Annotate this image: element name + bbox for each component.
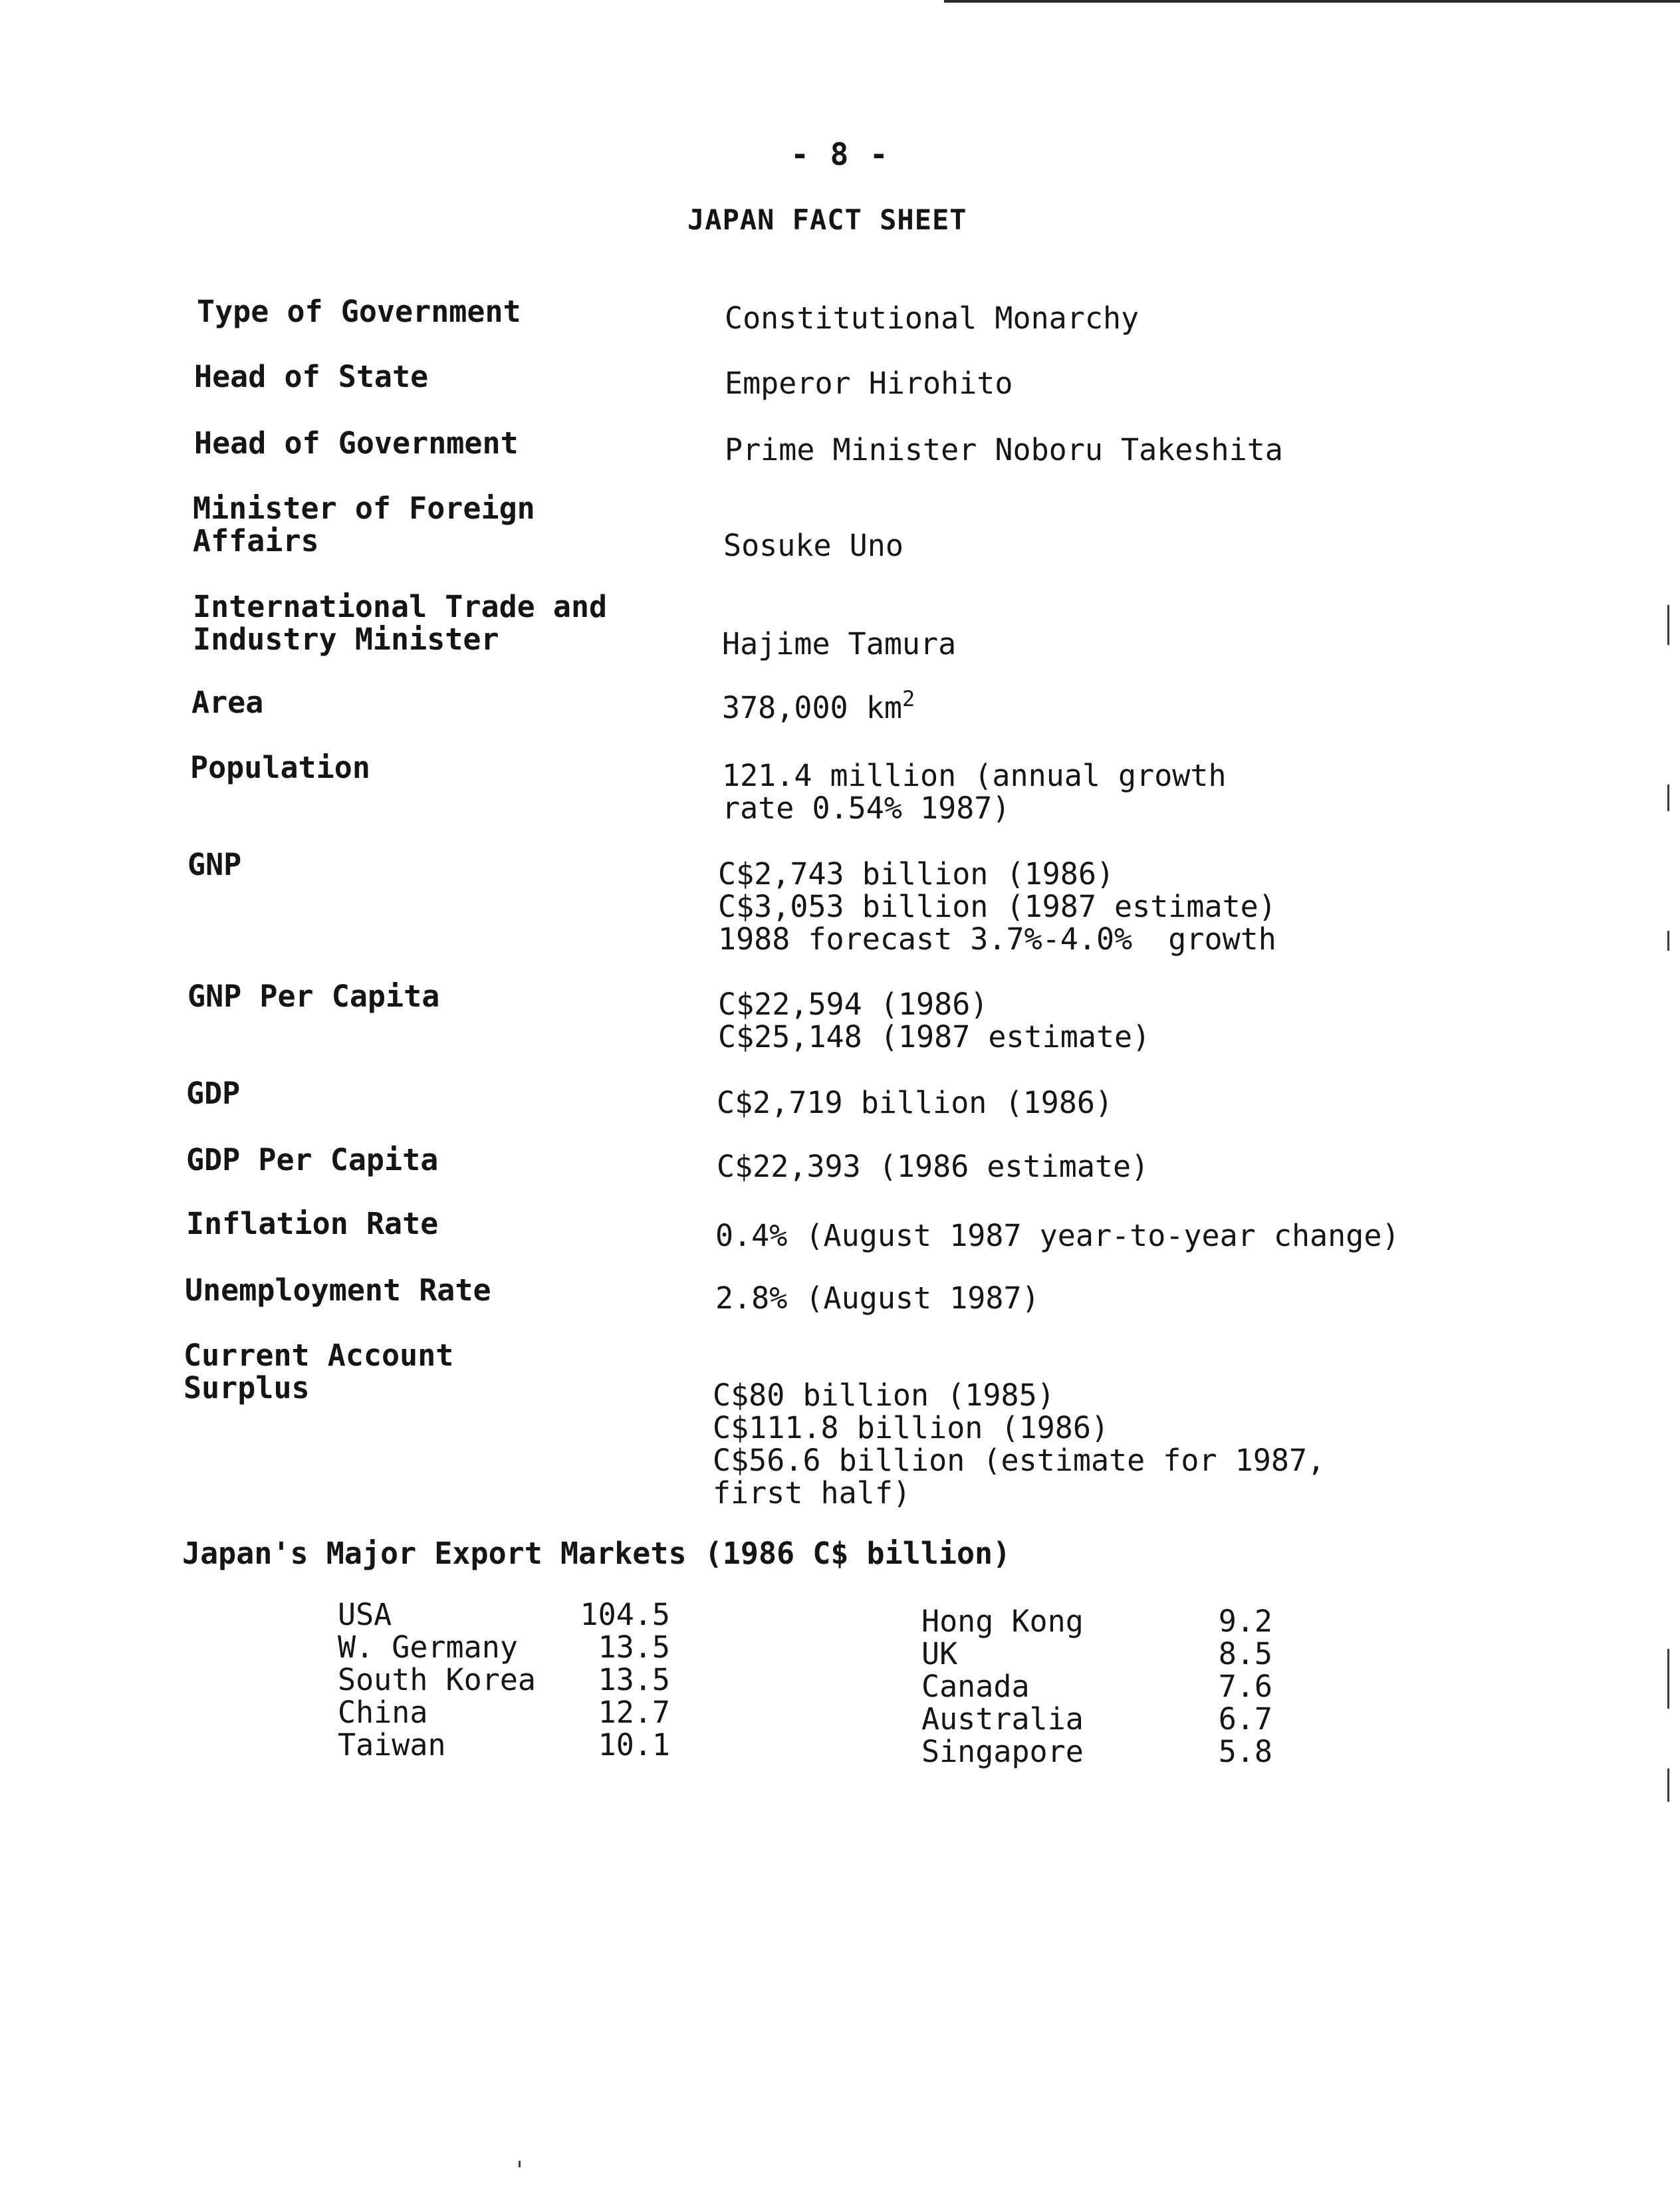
- export-market-row: [921, 1605, 1272, 1638]
- scan-edge-mark: [1667, 1768, 1669, 1802]
- area-value-text: 378,000 km: [722, 690, 902, 725]
- export-market-row: [338, 1663, 670, 1696]
- export-value: 104.5: [580, 1597, 670, 1632]
- export-value: 10.1: [598, 1727, 670, 1763]
- scan-edge-mark: [1667, 605, 1669, 645]
- page-title: JAPAN FACT SHEET: [687, 203, 967, 236]
- fact-value-area: [722, 686, 915, 725]
- export-market-row: [338, 1696, 670, 1729]
- fact-label-gnp-per-capita: GNP Per Capita: [187, 979, 440, 1014]
- scan-edge-mark: [1667, 931, 1669, 951]
- fact-value-head-of-government: Prime Minister Noboru Takeshita: [725, 432, 1283, 467]
- scan-top-edge-line: [944, 0, 1680, 3]
- export-value: 6.7: [1218, 1701, 1272, 1737]
- export-country: Australia: [921, 1701, 1084, 1737]
- export-country: USA: [338, 1597, 392, 1632]
- fact-label-area: Area: [191, 685, 264, 720]
- scan-edge-mark: [1667, 1649, 1669, 1709]
- fact-label-government-type: Type of Government: [197, 294, 521, 329]
- fact-value-gdp-per-capita: C$22,393 (1986 estimate): [717, 1149, 1149, 1184]
- fact-label-population: Population: [190, 750, 370, 785]
- export-country: China: [338, 1695, 428, 1730]
- fact-label-current-account: Current Account Surplus: [183, 1338, 454, 1405]
- scan-edge-mark: [1667, 785, 1669, 811]
- fact-label-gdp-per-capita: GDP Per Capita: [186, 1142, 439, 1177]
- export-country: Canada: [921, 1669, 1030, 1704]
- fact-value-gnp-per-capita: C$22,594 (1986) C$25,148 (1987 estimate): [718, 987, 1151, 1054]
- fact-value-inflation-rate: 0.4% (August 1987 year-to-year change): [715, 1218, 1400, 1253]
- fact-label-gdp: GDP: [186, 1076, 241, 1111]
- export-value: 12.7: [598, 1695, 670, 1730]
- fact-label-head-of-government: Head of Government: [194, 426, 519, 461]
- area-unit-superscript: 2: [901, 686, 915, 711]
- export-markets-right-column: [921, 1605, 1272, 1768]
- fact-value-current-account: C$80 billion (1985) C$111.8 billion (1986) C$56.6 billion (estimate for 1987, first half): [713, 1378, 1326, 1511]
- fact-label-trade-minister: International Trade and Industry Minister: [193, 589, 608, 657]
- fact-value-population: 121.4 million (annual growth rate 0.54% 1987): [722, 758, 1227, 826]
- fact-value-trade-minister: Hajime Tamura: [722, 626, 957, 662]
- export-country: W. Germany: [338, 1630, 518, 1665]
- export-country: Singapore: [921, 1734, 1084, 1769]
- export-market-row: [338, 1729, 670, 1761]
- export-value: 13.5: [598, 1662, 670, 1697]
- export-market-row: [921, 1735, 1272, 1768]
- fact-label-gnp: GNP: [187, 847, 242, 882]
- export-market-row: [921, 1638, 1272, 1670]
- export-value: 7.6: [1218, 1669, 1272, 1704]
- fact-label-unemployment-rate: Unemployment Rate: [185, 1273, 491, 1308]
- export-country: Taiwan: [338, 1727, 446, 1763]
- fact-value-head-of-state: Emperor Hirohito: [725, 366, 1013, 401]
- scan-speck: [519, 2161, 521, 2167]
- export-country: South Korea: [338, 1662, 537, 1697]
- export-market-row: [921, 1670, 1272, 1703]
- fact-label-inflation-rate: Inflation Rate: [186, 1206, 439, 1241]
- fact-value-gdp: C$2,719 billion (1986): [717, 1085, 1114, 1120]
- export-market-row: [921, 1703, 1272, 1735]
- export-market-row: [338, 1631, 670, 1663]
- fact-value-foreign-minister: Sosuke Uno: [723, 528, 903, 563]
- fact-value-gnp: C$2,743 billion (1986) C$3,053 billion (1987 estimate) 1988 forecast 3.7%-4.0% growth: [718, 856, 1276, 957]
- export-country: UK: [921, 1636, 958, 1671]
- fact-label-foreign-minister: Minister of Foreign Affairs: [193, 491, 535, 558]
- export-value: 9.2: [1218, 1604, 1272, 1639]
- export-markets-heading: Japan's Major Export Markets (1986 C$ billion): [182, 1536, 1011, 1571]
- export-value: 8.5: [1218, 1636, 1272, 1671]
- export-value: 13.5: [598, 1630, 670, 1665]
- page-number: - 8 -: [790, 136, 890, 172]
- export-market-row: [338, 1598, 670, 1631]
- fact-value-government-type: Constitutional Monarchy: [725, 301, 1140, 336]
- fact-label-head-of-state: Head of State: [194, 359, 429, 394]
- fact-value-unemployment-rate: 2.8% (August 1987): [715, 1280, 1040, 1316]
- export-value: 5.8: [1218, 1734, 1272, 1769]
- export-country: Hong Kong: [921, 1604, 1084, 1639]
- export-markets-left-column: [338, 1598, 670, 1761]
